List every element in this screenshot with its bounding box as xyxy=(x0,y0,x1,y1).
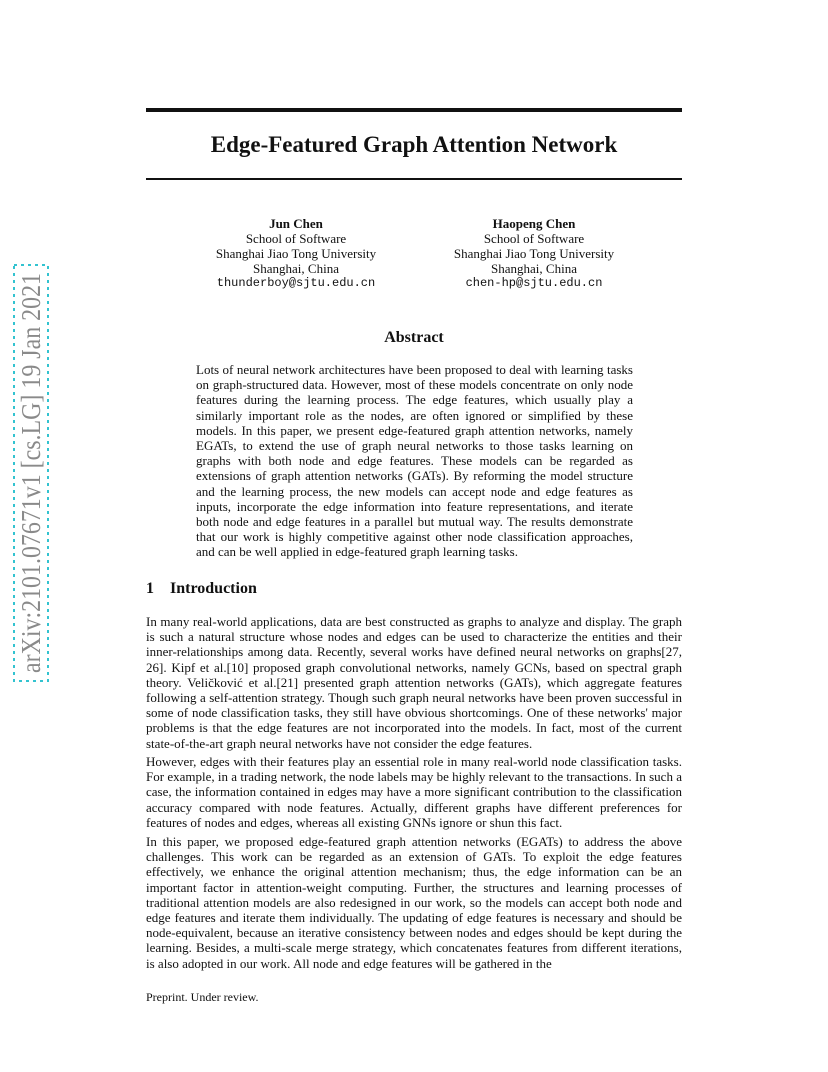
body-paragraph: However, edges with their features play an essential role in many real-world node classification tasks. For example, in a trading network, the node labels may be highly relevant to the transactions. In such a case, the information contained in edges may have a more significant contribution to the classification accuracy compared with node features. Actually, different graphs have different preferences for features of nodes and edges, whereas all existing GNNs ignore or shun this fact. xyxy=(146,754,682,830)
arxiv-stamp-text: arXiv:2101.07671v1 [cs.LG] 19 Jan 2021 xyxy=(16,263,46,673)
author-affiliation: Shanghai, China xyxy=(253,261,339,276)
title-rule-bottom xyxy=(146,178,682,180)
section-number: 1 xyxy=(146,580,154,597)
page-footer: Preprint. Under review. xyxy=(146,990,259,1004)
section-title: Introduction xyxy=(170,580,257,597)
section-heading xyxy=(146,579,682,599)
abstract-text: Lots of neural network architectures have been proposed to deal with learning tasks on graph-structured data. However, most of these models concentrate on only node features during the learning process. The edge features, which usually play a similarly important role as the nodes, are often ignored or simplified by these models. In this paper, we present edge-featured graph attention networks, namely EGATs, to extend the use of graph neural networks to those tasks learning on graphs with both node and edge features. These models can be regarded as extensions of graph attention networks (GATs). By reforming the model structure and the learning process, the new models can accept node and edge features as inputs, incorporate the edge information into feature representations, and iterate both node and edge features in a parallel but mutual way. The results demonstrate that our work is highly competitive against other node classification approaches, and can be well applied in edge-featured graph learning tasks. xyxy=(196,362,633,560)
arxiv-stamp xyxy=(12,263,50,683)
author-affiliation: Shanghai, China xyxy=(491,261,577,276)
author-block xyxy=(196,216,396,291)
author-affiliation: School of Software xyxy=(245,231,347,246)
author-name: Jun Chen xyxy=(269,216,323,231)
body-paragraph: In many real-world applications, data are best constructed as graphs to analyze and display. The graph is such a natural structure whose nodes and edges can be used to characterize the entities and their inner-relationships among data. Recently, several works have defined neural networks on graphs[27, 26]. Kipf et al.[10] proposed graph convolutional networks, namely GCNs, based on spectral graph theory. Veličković et al.[21] presented graph attention networks (GATs), which aggregate features following a self-attention strategy. Though such graph neural networks have been proven successful in some of node classification tasks, they still have obvious shortcomings. One of these networks' major problems is that the edge features are not incorporated into the models. In fact, most of the current state-of-the-art graph neural networks have not consider the edge features. xyxy=(146,614,682,751)
author-name: Haopeng Chen xyxy=(492,216,576,231)
title-rule-top xyxy=(146,108,682,112)
paper-title: Edge-Featured Graph Attention Network xyxy=(210,132,618,157)
author-email: thunderboy@sjtu.edu.cn xyxy=(216,276,376,290)
abstract-heading: Abstract xyxy=(384,329,444,346)
author-block xyxy=(434,216,634,291)
body-paragraph: In this paper, we proposed edge-featured graph attention networks (EGATs) to address the above challenges. This work can be regarded as an extension of GATs. To exploit the edge features effectively, we enhance the original attention mechanism; thus, the edge information can be an important factor in attention-weight computing. Further, the structures and learning processes of traditional attention models are also redesigned in our work, so the models can accept both node and edge features and iterate them individually. The updating of edge features is necessary and should be node-equivalent, because an iterative consistency between nodes and edges should be kept during the learning. Besides, a multi-scale merge strategy, which concatenates features from different iterations, is also adopted in our work. All node and edge features will be gathered in the xyxy=(146,834,682,971)
author-email: chen-hp@sjtu.edu.cn xyxy=(465,276,603,290)
author-affiliation: Shanghai Jiao Tong University xyxy=(215,246,377,261)
author-affiliation: School of Software xyxy=(483,231,585,246)
author-affiliation: Shanghai Jiao Tong University xyxy=(453,246,615,261)
